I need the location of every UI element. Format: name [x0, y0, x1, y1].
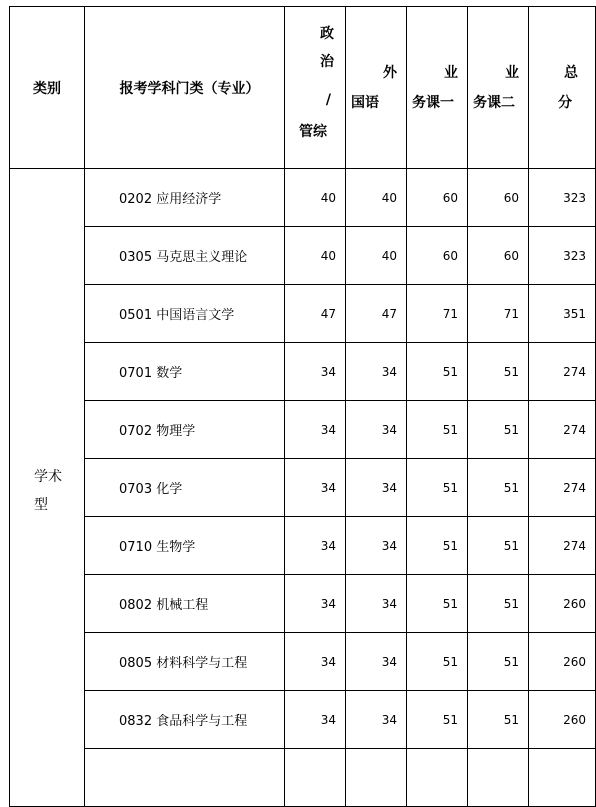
- subject-name: 0701 数学: [85, 343, 285, 401]
- foreign-score: 34: [346, 575, 407, 633]
- course1-score: 51: [407, 401, 468, 459]
- politics-score: 34: [285, 517, 346, 575]
- total-score: 274: [529, 459, 596, 517]
- header-total-line2: 分: [558, 94, 572, 111]
- foreign-score: 40: [346, 227, 407, 285]
- course1-score: 51: [407, 633, 468, 691]
- course1-score: 60: [407, 227, 468, 285]
- course1-score: 51: [407, 459, 468, 517]
- table-row-partial: [10, 749, 596, 807]
- course2-score: 51: [468, 633, 529, 691]
- header-politics: [285, 7, 346, 169]
- course1-score: 71: [407, 285, 468, 343]
- politics-score: 34: [285, 459, 346, 517]
- category-label-line1: 学术: [34, 468, 62, 485]
- foreign-score: 34: [346, 517, 407, 575]
- politics-score: 34: [285, 691, 346, 749]
- category-label-line2: 型: [34, 496, 48, 513]
- header-course2-line2: 务课二: [473, 94, 515, 111]
- course2-score: 51: [468, 691, 529, 749]
- table-row: [10, 691, 596, 749]
- foreign-score: 34: [346, 401, 407, 459]
- header-course2-line1: 业: [505, 64, 519, 81]
- foreign-score: 34: [346, 691, 407, 749]
- foreign-score: 34: [346, 459, 407, 517]
- total-score: 260: [529, 575, 596, 633]
- header-total: [529, 7, 596, 169]
- header-foreign: [346, 7, 407, 169]
- course1-score: 60: [407, 169, 468, 227]
- total-score-empty: [529, 749, 596, 807]
- header-politics-management: 管综: [299, 124, 327, 140]
- category-cell: [10, 169, 85, 807]
- politics-score: 34: [285, 343, 346, 401]
- header-politics-char-1: 政: [320, 26, 334, 42]
- table-row: [10, 169, 596, 227]
- table-row: [10, 459, 596, 517]
- course2-score: 51: [468, 401, 529, 459]
- course1-score: 51: [407, 517, 468, 575]
- course1-score: 51: [407, 343, 468, 401]
- foreign-score: 47: [346, 285, 407, 343]
- subject-name: 0802 机械工程: [85, 575, 285, 633]
- subject-name: 0305 马克思主义理论: [85, 227, 285, 285]
- total-score: 274: [529, 517, 596, 575]
- total-score: 274: [529, 401, 596, 459]
- total-score: 274: [529, 343, 596, 401]
- score-table: [9, 6, 596, 807]
- politics-score: 47: [285, 285, 346, 343]
- table-row: [10, 285, 596, 343]
- foreign-score: 40: [346, 169, 407, 227]
- subject-name-empty: [85, 749, 285, 807]
- total-score: 323: [529, 227, 596, 285]
- total-score: 260: [529, 691, 596, 749]
- header-politics-char-2: 治: [320, 54, 334, 70]
- politics-score: 34: [285, 633, 346, 691]
- header-category-label: 类别: [33, 80, 61, 97]
- politics-score: 34: [285, 401, 346, 459]
- politics-score-empty: [285, 749, 346, 807]
- course1-score: 51: [407, 691, 468, 749]
- header-category: [10, 7, 85, 169]
- subject-name: 0702 物理学: [85, 401, 285, 459]
- subject-name: 0710 生物学: [85, 517, 285, 575]
- course2-score: 60: [468, 169, 529, 227]
- header-course2: [468, 7, 529, 169]
- foreign-score: 34: [346, 343, 407, 401]
- table-row: [10, 343, 596, 401]
- header-course1-line2: 务课一: [412, 94, 454, 111]
- course2-score: 60: [468, 227, 529, 285]
- table-row: [10, 633, 596, 691]
- course2-score: 51: [468, 517, 529, 575]
- course2-score: 51: [468, 459, 529, 517]
- table-row: [10, 227, 596, 285]
- header-row: [10, 7, 596, 169]
- table-row: [10, 401, 596, 459]
- table-row: [10, 575, 596, 633]
- total-score: 260: [529, 633, 596, 691]
- total-score: 351: [529, 285, 596, 343]
- subject-name: 0703 化学: [85, 459, 285, 517]
- header-subject-label: 报考学科门类（专业）: [119, 80, 260, 97]
- total-score: 323: [529, 169, 596, 227]
- header-foreign-line2: 国语: [351, 94, 379, 111]
- course1-score: 51: [407, 575, 468, 633]
- header-total-line1: 总: [564, 64, 578, 81]
- header-subject: [85, 7, 285, 169]
- politics-score: 34: [285, 575, 346, 633]
- course2-score-empty: [468, 749, 529, 807]
- foreign-score: 34: [346, 633, 407, 691]
- politics-score: 40: [285, 227, 346, 285]
- course2-score: 51: [468, 575, 529, 633]
- course2-score: 51: [468, 343, 529, 401]
- header-course1: [407, 7, 468, 169]
- subject-name: 0202 应用经济学: [85, 169, 285, 227]
- politics-score: 40: [285, 169, 346, 227]
- course2-score: 71: [468, 285, 529, 343]
- course1-score-empty: [407, 749, 468, 807]
- foreign-score-empty: [346, 749, 407, 807]
- table-row: [10, 517, 596, 575]
- subject-name: 0832 食品科学与工程: [85, 691, 285, 749]
- subject-name: 0501 中国语言文学: [85, 285, 285, 343]
- subject-name: 0805 材料科学与工程: [85, 633, 285, 691]
- header-course1-line1: 业: [444, 64, 458, 81]
- header-foreign-line1: 外: [383, 64, 397, 81]
- header-politics-slash: /: [325, 92, 331, 108]
